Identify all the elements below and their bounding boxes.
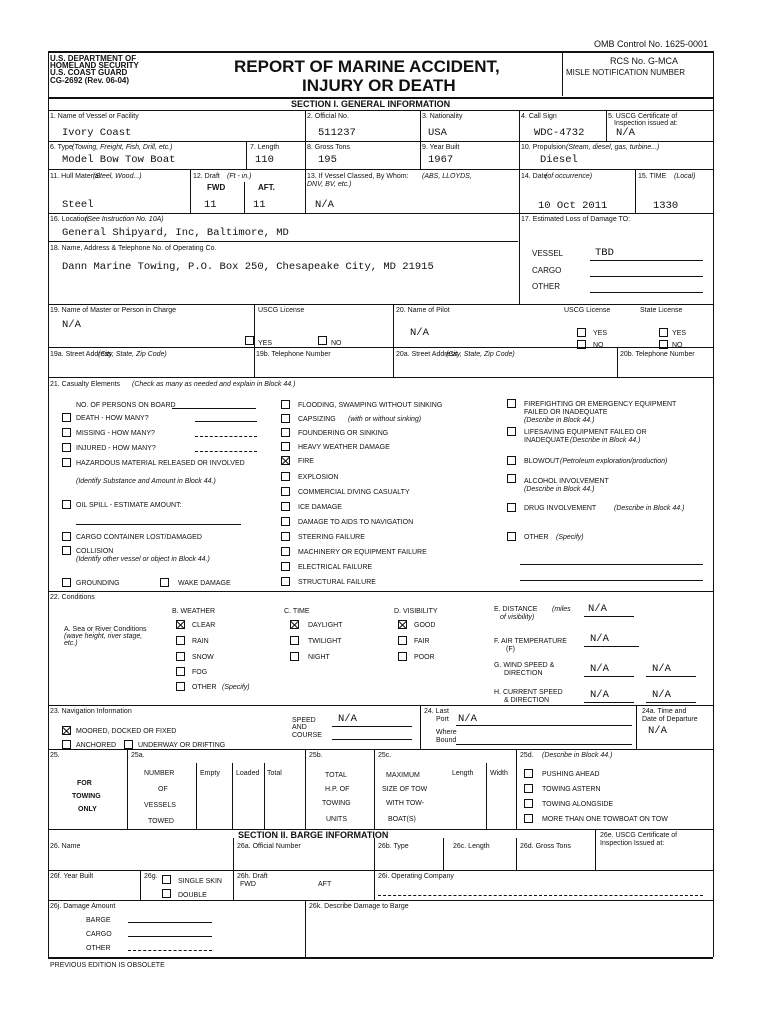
agency-line-1: U.S. DEPARTMENT OF [50,54,137,63]
blowout-checkbox[interactable] [507,456,516,465]
oil-spill-checkbox[interactable] [62,500,71,509]
visibility-poor-checkbox[interactable] [398,652,407,661]
call-sign-value[interactable]: WDC-4732 [534,127,585,139]
drug-checkbox[interactable] [507,503,516,512]
label-cert-2: Inspection issued at: [614,120,678,127]
form-title-2: INJURY OR DEATH [302,76,456,95]
label-nationality: 3. Nationality [422,113,463,120]
structural-failure-checkbox[interactable] [281,577,290,586]
propulsion-value[interactable]: Diesel [540,154,578,166]
pilot-value[interactable]: N/A [410,327,429,339]
label-cert-1: 5. USCG Certificate of [608,113,678,120]
hull-value[interactable]: Steel [62,199,94,211]
weather-other-checkbox[interactable] [176,682,185,691]
time-twilight-checkbox[interactable] [290,636,299,645]
double-skin-checkbox[interactable] [162,889,171,898]
grounding-checkbox[interactable] [62,578,71,587]
label-vessel-name: 1. Name of Vessel or Facility [50,113,139,120]
visibility-fair-checkbox[interactable] [398,636,407,645]
length-value[interactable]: 110 [255,154,274,166]
death-checkbox[interactable] [62,413,71,422]
year-built-value[interactable]: 1967 [428,154,454,166]
underway-checkbox[interactable] [124,740,133,749]
agency-line-3: U.S. COAST GUARD [50,68,128,77]
time-night-checkbox[interactable] [290,652,299,661]
section-1-title: SECTION I. GENERAL INFORMATION [291,99,451,109]
air-temp-value[interactable]: N/A [590,633,609,645]
section-2-title: SECTION II. BARGE INFORMATION [238,830,389,840]
visibility-distance-value[interactable]: N/A [588,603,607,615]
loss-vessel-value[interactable]: TBD [595,247,614,259]
location-value[interactable]: General Shipyard, Inc, Baltimore, MD [62,227,289,239]
aids-navigation-checkbox[interactable] [281,517,290,526]
diving-casualty-checkbox[interactable] [281,487,290,496]
master-value[interactable]: N/A [62,319,81,331]
misle-label: MISLE NOTIFICATION NUMBER [566,68,685,77]
firefighting-checkbox[interactable] [507,399,516,408]
label-master: 19. Name of Master or Person in Charge [50,307,177,314]
cert-value[interactable]: N/A [616,127,635,139]
missing-checkbox[interactable] [62,428,71,437]
draft-fwd-value[interactable]: 11 [204,199,217,211]
vessel-name-value[interactable]: Ivory Coast [62,127,132,139]
current-speed-value[interactable]: N/A [590,689,609,701]
pilot-uscg-yes-checkbox[interactable] [577,328,586,337]
date-value[interactable]: 10 Oct 2011 [538,200,608,212]
alcohol-checkbox[interactable] [507,474,516,483]
hazmat-checkbox[interactable] [62,458,71,467]
container-lost-checkbox[interactable] [62,532,71,541]
weather-fog-checkbox[interactable] [176,667,185,676]
rcs-number: RCS No. G-MCA [610,56,679,66]
pilot-state-yes-checkbox[interactable] [659,328,668,337]
label-year-built: 9. Year Built [422,144,460,151]
foundering-checkbox[interactable] [281,428,290,437]
steering-failure-checkbox[interactable] [281,532,290,541]
loss-other-label: OTHER [532,282,560,291]
towing-alongside-checkbox[interactable] [524,799,533,808]
other-casualty-checkbox[interactable] [507,532,516,541]
weather-rain-checkbox[interactable] [176,636,185,645]
injured-checkbox[interactable] [62,443,71,452]
label-propulsion: 10. Propulsion [521,144,566,151]
label-gross-tons: 8. Gross Tons [307,144,351,151]
draft-aft-value[interactable]: 11 [253,199,266,211]
label-call-sign: 4. Call Sign [521,113,557,120]
single-skin-checkbox[interactable] [162,875,171,884]
ice-damage-checkbox[interactable] [281,502,290,511]
heavy-weather-checkbox[interactable] [281,442,290,451]
weather-snow-checkbox[interactable] [176,652,185,661]
collision-checkbox[interactable] [62,546,71,555]
label-date: 14. Date [521,173,548,180]
time-value[interactable]: 1330 [653,200,679,212]
agency-line-2: HOMELAND SECURITY [50,61,139,70]
multiple-towboats-checkbox[interactable] [524,814,533,823]
official-no-value[interactable]: 511237 [318,127,356,139]
label-loss: 17. Estimated Loss of Damage TO: [521,216,631,223]
label-classed: 13. If Vessel Classed, By Whom: [307,173,409,180]
electrical-failure-checkbox[interactable] [281,562,290,571]
label-length: 7. Length [250,144,280,151]
operating-co-value[interactable]: Dann Marine Towing, P.O. Box 250, Chesapeake City, MD 21915 [62,261,434,273]
form-title-1: REPORT OF MARINE ACCIDENT, [234,57,500,76]
explosion-checkbox[interactable] [281,472,290,481]
loss-vessel-label: VESSEL [532,249,564,258]
label-official-no: 2. Official No. [307,113,349,120]
label-draft: 12. Draft [193,173,220,180]
capsizing-checkbox[interactable] [281,414,290,423]
type-value[interactable]: Model Bow Tow Boat [62,154,176,166]
master-license-no-checkbox[interactable] [318,336,327,345]
departure-value[interactable]: N/A [648,725,667,737]
wind-direction-value[interactable]: N/A [652,663,671,675]
label-hull: 11. Hull Material [50,173,101,180]
omb-number: OMB Control No. 1625-0001 [594,39,709,49]
nationality-value[interactable]: USA [428,127,447,139]
loss-cargo-label: CARGO [532,266,562,275]
top-rule [48,51,713,53]
label-type: 6. Type [50,144,73,151]
label-time: 15. TIME [638,173,667,180]
label-pilot: 20. Name of Pilot [396,307,450,314]
weather-clear-checkbox[interactable] [176,620,185,629]
wind-speed-value[interactable]: N/A [590,663,609,675]
flooding-checkbox[interactable] [281,400,290,409]
label-operating-co: 18. Name, Address & Telephone No. of Operating Co. [50,245,217,252]
current-direction-value[interactable]: N/A [652,689,671,701]
label-location: 16. Location [50,216,89,223]
casualty-heading: 21. Casualty Elements [50,381,121,388]
visibility-good-checkbox[interactable] [398,620,407,629]
towing-astern-checkbox[interactable] [524,784,533,793]
wake-damage-checkbox[interactable] [160,578,169,587]
footer-obsolete: PREVIOUS EDITION IS OBSOLETE [50,962,165,969]
anchored-checkbox[interactable] [62,740,71,749]
gross-tons-value[interactable]: 195 [318,154,337,166]
lifesaving-checkbox[interactable] [507,427,516,436]
master-license-yes-checkbox[interactable] [245,336,254,345]
navigation-heading: 23. Navigation Information [50,708,132,715]
machinery-failure-checkbox[interactable] [281,547,290,556]
last-port-value[interactable]: N/A [458,713,477,725]
moored-checkbox[interactable] [62,726,71,735]
marine-accident-form: OMB Control No. 1625-0001 U.S. DEPARTMENT OF HOMELAND SECURITY U.S. COAST GUARD CG-2692 (Rev. 06-04) REPORT OF MARINE ACCIDENT, INJURY OR DEATH RCS No. G-MCA MISLE NOTIFICATION NUMBER SECTION I. GENERAL INFORMATION 1. Name of Vessel or Facility 2. Official No. 3. Nationality 4. Call Sign 5. USCG Certificate of Inspection issued at: Ivory Coast 511237 USA WDC-4732 N/A 6. Type (Towing, Freight, Fish, Drill, etc.) 7. Length 8. Gross Tons 9. Year Built 10. Propulsion (Steam, diesel, gas, turbine...) Model Bow Tow Boat 110 195 1967 Diesel 11. Hull Material (Steel, Wood...) 12. Draft (Ft - in.) FWD AFT. 13. If Vessel Classed, By Whom: (ABS, LLOYDS, DNV, BV, etc.) 14. Date (of occurrence) 15. TIME (Local) Steel 11 11 N/A 10 Oct 2011 1330 16. Location (See Instruction No. 10A) 17. Estimated Loss of Damage TO: General Shipyard, Inc, Baltimore, MD 18. Name, Address & Telephone No. of Operating Co. Dann Marine Towing, P.O. Box 250, Chesapeake City, MD 21915 VESSEL TBD CARGO OTHER 19. Name of Master or Person in Charge USCG License 20. Name of Pilot USCG License State License N/A N/A YES NO YES NO YES NO 19a. Street Address (City, State, Zip Code) 19b. Telephone Number 20a. Street Address (City, State, Zip Code) 20b. Telephone Number 21. Casualty Elements (Check as many as needed and explain in Block 44.) NO. OF PERSONS ON BOARD DEATH - HOW MANY? MISSING - HOW MANY? INJURED - HOW MANY? HAZARDOUS MATERIAL RELEASED OR INVOLVED (Identify Substance and Amount in Block 44.) OIL SPILL - ESTIMATE AMOUNT: CARGO CONTAINER LOST/DAMAGED COLLISION (Identify other vessel or object in Block 44.) GROUNDING WAKE DAMAGE FLOODING, SWAMPING WITHOUT SINKING CAPSIZING (with or without sinking) FOUNDERING OR SINKING HEAVY WEATHER DAMAGE FIRE EXPLOSION COMMERCIAL DIVING CASUALTY ICE DAMAGE DAMAGE TO AIDS TO NAVIGATION STEERING FAILURE MACHINERY OR EQUIPMENT FAILURE ELECTRICAL FAILURE STRUCTURAL FAILURE FIREFIGHTING OR EMERGENCY EQUIPMENT FAILED OR INADEQUATE (Describe in Block 44.) LIFESAVING EQUIPMENT FAILED OR INADEQUATE (Describe in Block 44.) BLOWOUT (Petroleum exploration/production) ALCOHOL INVOLVEMENT (Describe in Block 44.) DRUG INVOLVEMENT (Describe in Block 44.) OTHER (Specify) 22. Conditions A. Sea or River Conditions (wave height, river stage, etc.) B. WEATHER CLEAR RAIN SNOW FOG OTHER (Specify) C. TIME DAYLIGHT TWILIGHT NIGHT D. VISIBILITY GOOD FAIR POOR E. DISTANCE (miles of visibility) N/A F. AIR TEMPERATURE (F) N/A G. WIND SPEED & DIRECTION N/A N/A H. CURRENT SPEED & DIRECTION N/A N/A 23. Navigation Information MOORED, DOCKED OR FIXED ANCHORED UNDERWAY OR DRIFTING SPEED AND COURSE N/A 24. Last Port Where Bound N/A 24a. Time and Date of Departure N/A 25. FOR TOWING ONLY 25a. NUMBER OF VESSELS TOWED Empty Loaded Total 25b. TOTAL H.P. OF TOWING UNITS 25c. MAXIMUM SIZE OF TOW WITH TOW- BOAT(S) Length Width 25d. (Describe in Block 44.) PUSHING AHEAD TOWING ASTERN TOWING ALONGSIDE MORE THAN ONE TOWBOAT ON TOW SECTION II. BARGE INFORMATION 26. Name 26a. Official Number 26b. Type 26c. Length 26d. Gross Tons 26e. USCG Certificate of Inspection Issued at: 26f. Year Built 26g. SINGLE SKIN DOUBLE 26h. Draft FWD AFT 26i. Operating Company 26j. Damage Amount BARGE CARGO OTHER 26k. Describe Damage to Barge PREVIOUS EDITION IS OBSOLETE [0,0,770,1024]
fire-checkbox[interactable] [281,456,290,465]
form-number: CG-2692 (Rev. 06-04) [50,76,129,85]
speed-value[interactable]: N/A [338,713,357,725]
classed-value[interactable]: N/A [315,199,334,211]
time-daylight-checkbox[interactable] [290,620,299,629]
conditions-heading: 22. Conditions [50,594,95,601]
pushing-ahead-checkbox[interactable] [524,769,533,778]
